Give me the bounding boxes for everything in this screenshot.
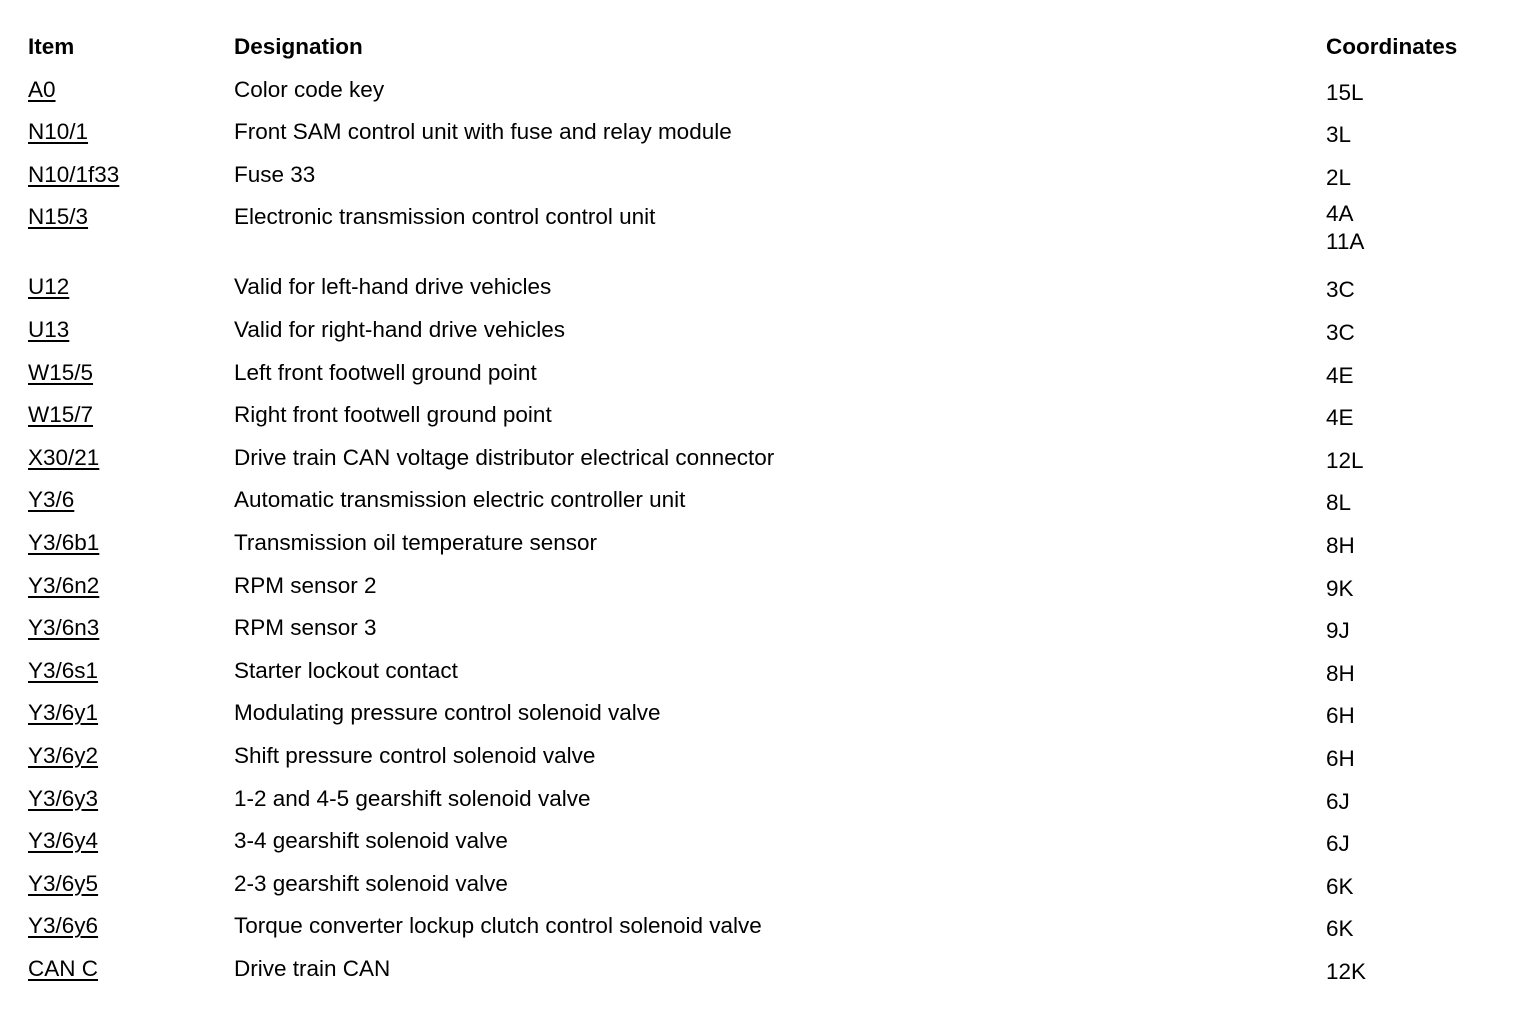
- item-link[interactable]: Y3/6n3: [28, 615, 100, 641]
- coordinates-cell: [1326, 319, 1355, 347]
- designation-text: Starter lockout contact: [234, 657, 458, 683]
- coordinates-cell: [1326, 79, 1364, 107]
- table-row: [28, 73, 1498, 116]
- table-row: [28, 952, 1498, 995]
- coordinate-value: 12K: [1326, 958, 1367, 984]
- item-link[interactable]: A0: [28, 76, 56, 102]
- coordinate-value: 3L: [1326, 122, 1352, 148]
- coordinate-value: 9K: [1326, 575, 1354, 601]
- coordinate-value: 9J: [1326, 618, 1350, 644]
- table-row: [28, 158, 1498, 201]
- coordinates-cell: [1326, 745, 1355, 773]
- table-row: [28, 696, 1498, 739]
- coordinates-cell: [1326, 702, 1355, 730]
- coordinates-cell: [1326, 915, 1354, 943]
- item-link[interactable]: Y3/6y2: [28, 742, 99, 768]
- item-link[interactable]: Y3/6b1: [28, 529, 100, 555]
- coordinate-value: 8H: [1326, 660, 1355, 686]
- designation-text: 3-4 gearshift solenoid valve: [234, 828, 508, 854]
- coordinate-value: 8L: [1326, 490, 1352, 516]
- coordinates-cell: [1326, 164, 1351, 192]
- designation-text: Modulating pressure control solenoid valve: [234, 700, 661, 726]
- coordinates-cell: [1326, 958, 1366, 986]
- table-row: [28, 200, 1498, 270]
- table-row: [28, 483, 1498, 526]
- coordinates-cell: [1326, 617, 1350, 645]
- coordinate-value: 4E: [1326, 405, 1354, 431]
- coordinates-cell: [1326, 121, 1351, 149]
- coordinate-value: 12L: [1326, 447, 1364, 473]
- table-row: [28, 115, 1498, 158]
- item-link[interactable]: N10/1f33: [28, 161, 120, 187]
- designation-text: Transmission oil temperature sensor: [234, 529, 598, 555]
- coordinate-value: 6J: [1326, 788, 1350, 814]
- designation-text: Drive train CAN voltage distributor electrical connector: [234, 444, 775, 470]
- designation-text: Shift pressure control solenoid valve: [234, 742, 596, 768]
- coordinate-value: 3C: [1326, 319, 1355, 345]
- coordinates-cell: [1326, 873, 1354, 901]
- table-row: [28, 867, 1498, 910]
- designation-text: Drive train CAN: [234, 955, 391, 981]
- coordinates-cell: [1326, 447, 1364, 475]
- coordinate-value: 6K: [1326, 916, 1354, 942]
- item-column-header: Item: [28, 34, 75, 59]
- designation-text: Automatic transmission electric controller unit: [234, 487, 686, 513]
- item-link[interactable]: CAN C: [28, 955, 99, 981]
- coordinate-value: 2L: [1326, 164, 1352, 190]
- item-link[interactable]: Y3/6: [28, 487, 75, 513]
- table-row: [28, 270, 1498, 313]
- coordinates-cell: [1326, 200, 1364, 256]
- designation-text: Torque converter lockup clutch control solenoid valve: [234, 913, 762, 939]
- designation-column-header: Designation: [234, 34, 363, 59]
- item-link[interactable]: Y3/6s1: [28, 657, 99, 683]
- item-link[interactable]: Y3/6y5: [28, 870, 99, 896]
- item-link[interactable]: Y3/6y1: [28, 700, 99, 726]
- coordinates-cell: [1326, 830, 1350, 858]
- coordinate-value: 6H: [1326, 703, 1355, 729]
- component-legend-table: [28, 30, 1498, 994]
- coordinates-cell: [1326, 788, 1350, 816]
- coordinate-value: 6J: [1326, 831, 1350, 857]
- coordinates-cell: [1326, 362, 1354, 390]
- table-row: [28, 909, 1498, 952]
- coordinate-value: 8H: [1326, 532, 1355, 558]
- table-row: [28, 526, 1498, 569]
- table-row: [28, 569, 1498, 612]
- designation-text: 2-3 gearshift solenoid valve: [234, 870, 508, 896]
- coordinate-value: 3C: [1326, 277, 1355, 303]
- item-link[interactable]: X30/21: [28, 444, 100, 470]
- designation-text: RPM sensor 3: [234, 615, 377, 641]
- table-row: [28, 782, 1498, 825]
- item-link[interactable]: W15/7: [28, 402, 94, 428]
- table-row: [28, 611, 1498, 654]
- item-link[interactable]: Y3/6y4: [28, 828, 99, 854]
- coordinates-cell: [1326, 532, 1355, 560]
- coordinates-cell: [1326, 575, 1354, 603]
- item-link[interactable]: U13: [28, 316, 70, 342]
- designation-text: Electronic transmission control control unit: [234, 204, 656, 230]
- coordinate-value: 4A: [1326, 201, 1354, 227]
- table-row: [28, 824, 1498, 867]
- coordinate-value: 6H: [1326, 745, 1355, 771]
- coordinates-cell: [1326, 404, 1354, 432]
- designation-text: Color code key: [234, 76, 385, 102]
- table-row: [28, 654, 1498, 697]
- designation-text: Right front footwell ground point: [234, 402, 552, 428]
- coordinate-value: 15L: [1326, 79, 1364, 105]
- designation-text: Valid for right-hand drive vehicles: [234, 316, 565, 342]
- coordinates-cell: [1326, 276, 1355, 304]
- table-row: [28, 441, 1498, 484]
- table-row: [28, 398, 1498, 441]
- designation-text: Valid for left-hand drive vehicles: [234, 274, 552, 300]
- item-link[interactable]: N15/3: [28, 204, 89, 230]
- item-link[interactable]: Y3/6y3: [28, 785, 99, 811]
- item-link[interactable]: W15/5: [28, 359, 94, 385]
- table-header: [28, 30, 1498, 73]
- table-body: [28, 73, 1498, 995]
- designation-text: Fuse 33: [234, 161, 316, 187]
- designation-text: 1-2 and 4-5 gearshift solenoid valve: [234, 785, 591, 811]
- table-row: [28, 739, 1498, 782]
- coordinates-cell: [1326, 660, 1355, 688]
- item-link[interactable]: Y3/6y6: [28, 913, 99, 939]
- table-row: [28, 313, 1498, 356]
- coordinates-column-header: Coordinates: [1326, 34, 1458, 59]
- table-row: [28, 356, 1498, 399]
- coordinate-value: 11A: [1326, 229, 1365, 255]
- item-link[interactable]: N10/1: [28, 119, 89, 145]
- designation-text: Front SAM control unit with fuse and relay module: [234, 119, 732, 145]
- designation-text: RPM sensor 2: [234, 572, 377, 598]
- designation-text: Left front footwell ground point: [234, 359, 537, 385]
- coordinate-value: 4E: [1326, 362, 1354, 388]
- item-link[interactable]: Y3/6n2: [28, 572, 100, 598]
- item-link[interactable]: U12: [28, 274, 70, 300]
- coordinate-value: 6K: [1326, 873, 1354, 899]
- coordinates-cell: [1326, 489, 1351, 517]
